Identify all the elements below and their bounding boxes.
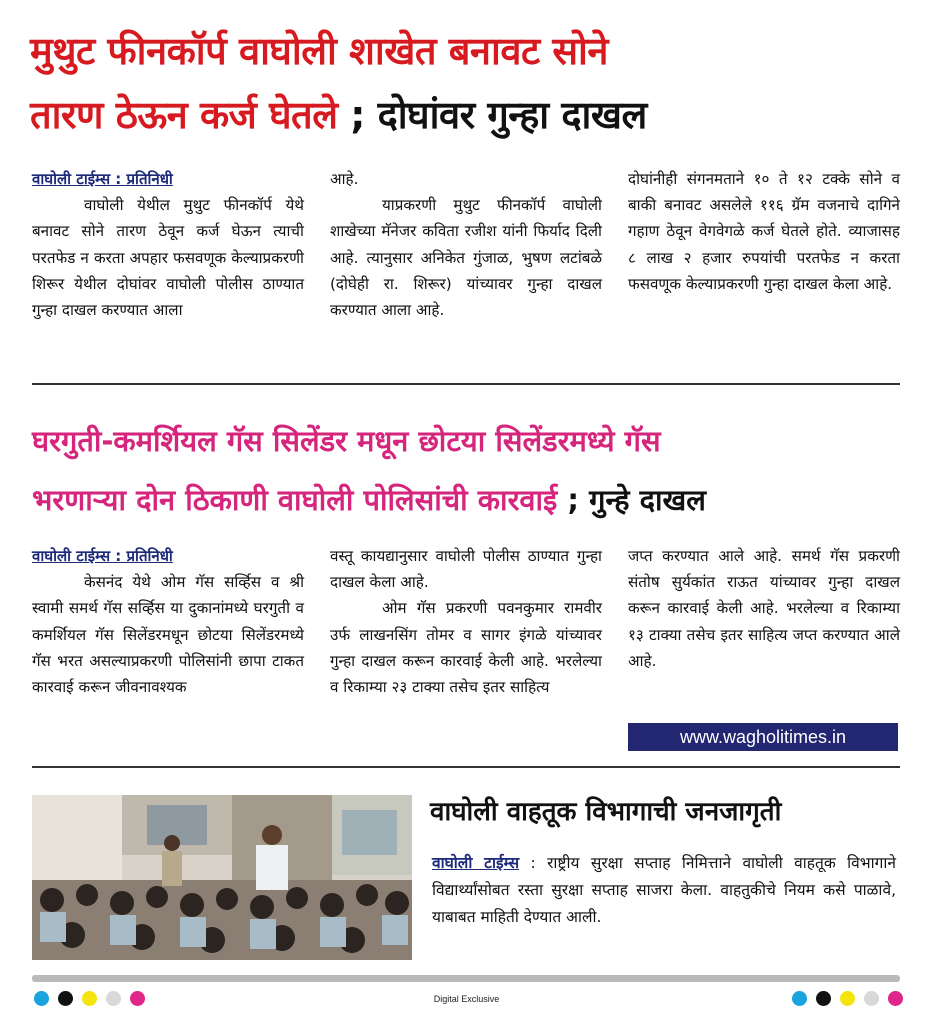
story2-byline: वाघोली टाईम्स : प्रतिनिधी [32, 547, 173, 565]
story3-body [432, 850, 896, 931]
story1-headline-black: ; दोघांवर गुन्हा दाखल [350, 93, 647, 137]
story1-byline: वाघोली टाईम्स : प्रतिनिधी [32, 170, 173, 188]
registration-dot-cyan-right [792, 991, 807, 1006]
divider-2 [32, 766, 900, 768]
story3-byline: वाघोली टाईम्स [432, 854, 520, 872]
story1-column-2 [330, 166, 602, 323]
story2-headline-line2 [32, 473, 706, 527]
story2-col2a-text: वस्तू कायद्यानुसार वाघोली पोलीस ठाण्यात गुन्हा दाखल केला आहे. [330, 547, 602, 592]
traffic-awareness-photo [32, 795, 412, 960]
story2-col1-text: केसनंद येथे ओम गॅस सर्व्हिस व श्री स्वामी समर्थ गॅस सर्व्हिस या दुकानांमध्ये घरगुती व कमर्शियल गॅस सिलेंडरमधून छोटया सिलेंडरमध्ये गॅस भरत असल्याप्रकरणी पोलिसांनी छापा टाकत कारवाई करून जीवनावश्यक [32, 573, 304, 697]
divider-1 [32, 383, 900, 385]
registration-dot-gray-right [864, 991, 879, 1006]
story1-headline-red: तारण ठेऊन कर्ज घेतले [30, 93, 338, 137]
story1-column-3 [628, 166, 900, 297]
story1-headline-line1: मुथुट फीनकॉर्प वाघोली शाखेत बनावट सोने [30, 29, 608, 73]
story2-headline-pink: भरणाऱ्या दोन ठिकाणी वाघोली पोलिसांची कारवाई [32, 483, 558, 517]
story1-headline-line2 [30, 86, 647, 144]
website-banner[interactable]: www.wagholitimes.in [628, 723, 898, 751]
story1-column-1 [32, 166, 304, 323]
story1-col2a-text: आहे. [330, 170, 359, 188]
story2-column-2 [330, 543, 602, 700]
story3-headline: वाघोली वाहतूक विभागाची जनजागृती [430, 797, 782, 827]
story2-headline-black: ; गुन्हे दाखल [567, 483, 706, 517]
story3-body-text: : राष्ट्रीय सुरक्षा सप्ताह निमित्ताने वाघोली वाहतूक विभागाने विद्यार्थ्यांसोबत रस्ता सुरक्षा सप्ताह साजरा केला. वाहतुकीचे नियम कसे पाळावे, याबाबत माहिती देण्यात आली. [432, 854, 896, 926]
registration-dot-yellow-right [840, 991, 855, 1006]
story2-column-3 [628, 543, 900, 674]
story2-col3-text: जप्त करण्यात आले आहे. समर्थ गॅस प्रकरणी संतोष सुर्यकांत राऊत यांच्यावर गुन्हा दाखल करून कारवाई केली आहे. भरलेल्या व रिकाम्या १३ टाक्या तसेच इतर साहित्य जप्त करण्यात आले आहे. [628, 547, 900, 670]
story1-col3-text: दोघांनीही संगनमताने १० ते १२ टक्के सोने व बाकी बनावट असलेले ११६ ग्रॅम वजनाचे दागिने गहाण ठेवून वेगवेगळे कर्ज घेतले होते. व्याजासह ८ लाख २ हजार रुपयांची परतफेड न करता फसवणूक केल्याप्रकरणी गुन्हा दाखल केला आहे. [628, 170, 900, 293]
story1-col1-text: वाघोली येथील मुथुट फीनकॉर्प येथे बनावट सोने तारण ठेवून कर्ज घेऊन त्याची परतफेड न करता अपहार फसवणूक केल्याप्रकरणी शिरूर येथील दोघांवर वाघोली पोलीस ठाण्यात गुन्हा दाखल करण्यात आला [32, 196, 304, 320]
story2-headline-line1: घरगुती-कमर्शियल गॅस सिलेंडर मधून छोटया सिलेंडरमध्ये गॅस [32, 424, 661, 458]
footer-label: Digital Exclusive [433, 994, 500, 1004]
story2-col2b-text: ओम गॅस प्रकरणी पवनकुमार रामवीर उर्फ लाखनसिंग तोमर व सागर इंगळे यांच्यावर गुन्हा दाखल करून कारवाई केली आहे. भरलेल्या व रिकाम्या २३ टाक्या तसेच इतर साहित्य [330, 599, 602, 697]
story1-col2b-text: याप्रकरणी मुथुट फीनकॉर्प वाघोली शाखेच्या मॅनेजर कविता रजीश यांनी फिर्याद दिली आहे. त्यानुसार अनिकेत गुंजाळ, भुषण लटांबळे (दोघेही रा. शिरूर) यांच्यावर गुन्हा दाखल करण्यात आला आहे. [330, 196, 602, 320]
photo-illustration [32, 795, 412, 960]
registration-dot-magenta-right [888, 991, 903, 1006]
footer-bar [32, 975, 900, 982]
story2-column-1 [32, 543, 304, 700]
registration-dot-black-right [816, 991, 831, 1006]
